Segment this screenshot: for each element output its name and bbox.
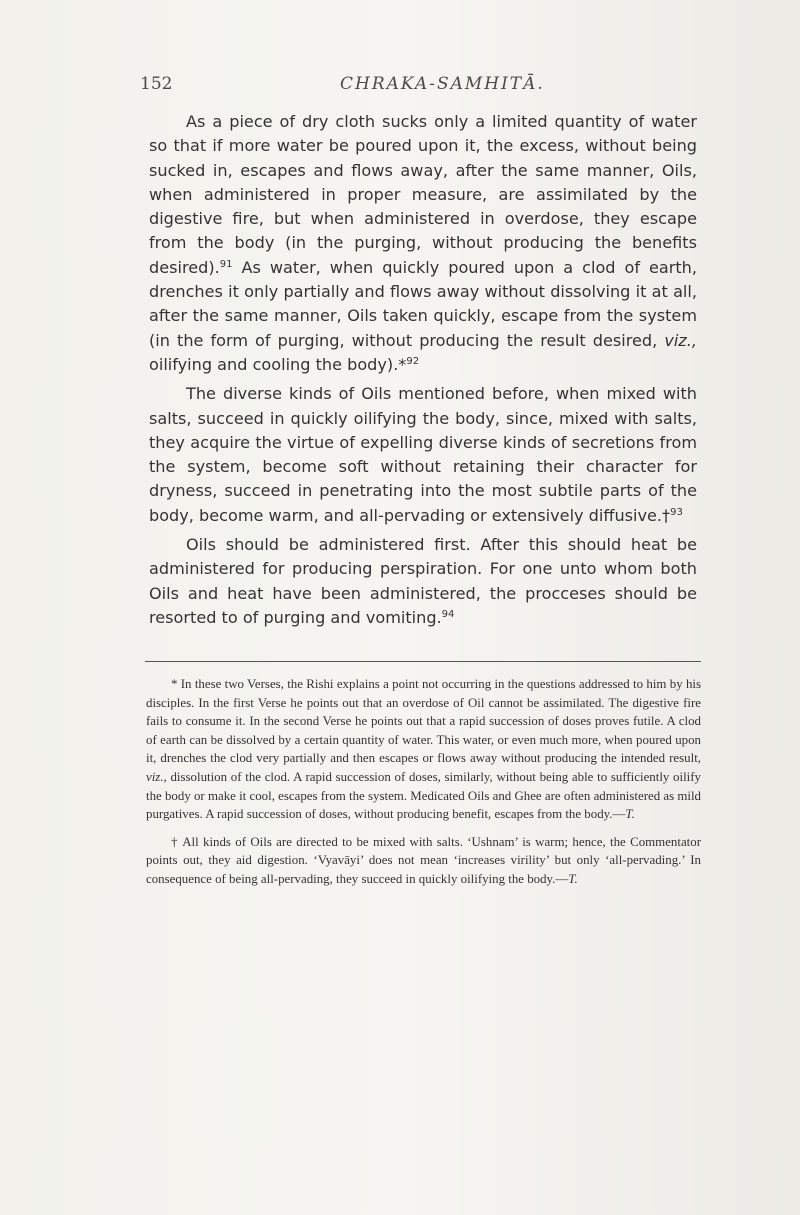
main-text <box>149 110 697 630</box>
paragraph-1 <box>149 110 697 377</box>
paragraph-3-text: Oils should be administered first. After this should heat be administered for producing perspiration. For one unto whom both Oils and heat have been administered, the procceses should be resorted to of purging and vomiting. <box>149 535 697 627</box>
footnote-1-text-b: dissolution of the clod. A rapid succession of doses, similarly, without being able to sufficiently oilify the body or make it cool, escapes from the system. Medicated Oils and Ghee are often administered as mild purgatives. A rapid succession of doses, without producing benefit, escapes from the body.— <box>146 769 701 822</box>
footnotes <box>146 675 701 889</box>
footnote-asterisk <box>146 675 701 824</box>
footnote-1-signature: T. <box>625 807 635 822</box>
verse-ref-94: 94 <box>441 608 455 620</box>
paragraph-2 <box>149 382 697 528</box>
verse-ref-93: 93 <box>670 506 683 518</box>
footnote-2-signature: T. <box>568 871 578 886</box>
paragraph-2-text: The diverse kinds of Oils mentioned before, when mixed with salts, succeed in quickly oilifying the body, since, mixed with salts, they acquire the virtue of expelling diverse kinds of secretions from the system, become soft without retaining their character for dryness, succeed in penetrating into the most subtile parts of the body, become warm, and all-pervading or extensively diffusive.† <box>149 384 697 525</box>
paragraph-1-viz: viz., <box>664 330 697 350</box>
footnote-1-viz: viz., <box>146 769 167 784</box>
footnote-dagger <box>146 833 701 889</box>
paragraph-1-text-b: As water, when quickly poured upon a clod of earth, drenches it only partially and flows away without dissolving it at all, after the same manner, Oils taken quickly, escape from the system (in the form of purging, without producing the result desired, <box>149 257 697 350</box>
footnote-2-text: † All kinds of Oils are directed to be mixed with salts. ‘Ushnam’ is warm; hence, the Commentator points out, they aid digestion. ‘Vyavāyi’ does not mean ‘increases virility’ but only ‘all-pervading.’ In consequence of being all-pervading, they succeed in quickly oilifying the body.— <box>146 834 701 886</box>
footnote-1-text-a: * In these two Verses, the Rishi explains a point not occurring in the questions addressed to him by his disciples. In the first Verse he points out that an overdose of Oil cannot be assimilated. The digestive fire fails to consume it. In the second Verse he points out that a rapid succession of doses proves futile. A clod of earth can be dissolved by a certain quantity of water. This water, or even much more, when poured upon it, drenches the clod very partially and then escapes or flows away without producing the intended result, <box>146 677 701 766</box>
page-header <box>140 74 700 98</box>
verse-ref-91: 91 <box>219 258 233 270</box>
paragraph-1-text-c: oilifying and cooling the body).* <box>149 354 407 374</box>
paragraph-3 <box>149 533 697 630</box>
paragraph-1-text-a: As a piece of dry cloth sucks only a limited quantity of water so that if more water be poured upon it, the excess, without being sucked in, escapes and flows away, after the same manner, Oils, when administered in proper measure, are assimilated by the digestive fire, but when administered in overdose, they escape from the body (in the purging, without producing the benefits desired). <box>149 112 697 277</box>
running-title: CHRAKA-SAMHITĀ. <box>340 74 545 94</box>
footnote-divider <box>145 661 701 662</box>
page-number: 152 <box>140 74 173 94</box>
verse-ref-92: 92 <box>406 355 420 367</box>
